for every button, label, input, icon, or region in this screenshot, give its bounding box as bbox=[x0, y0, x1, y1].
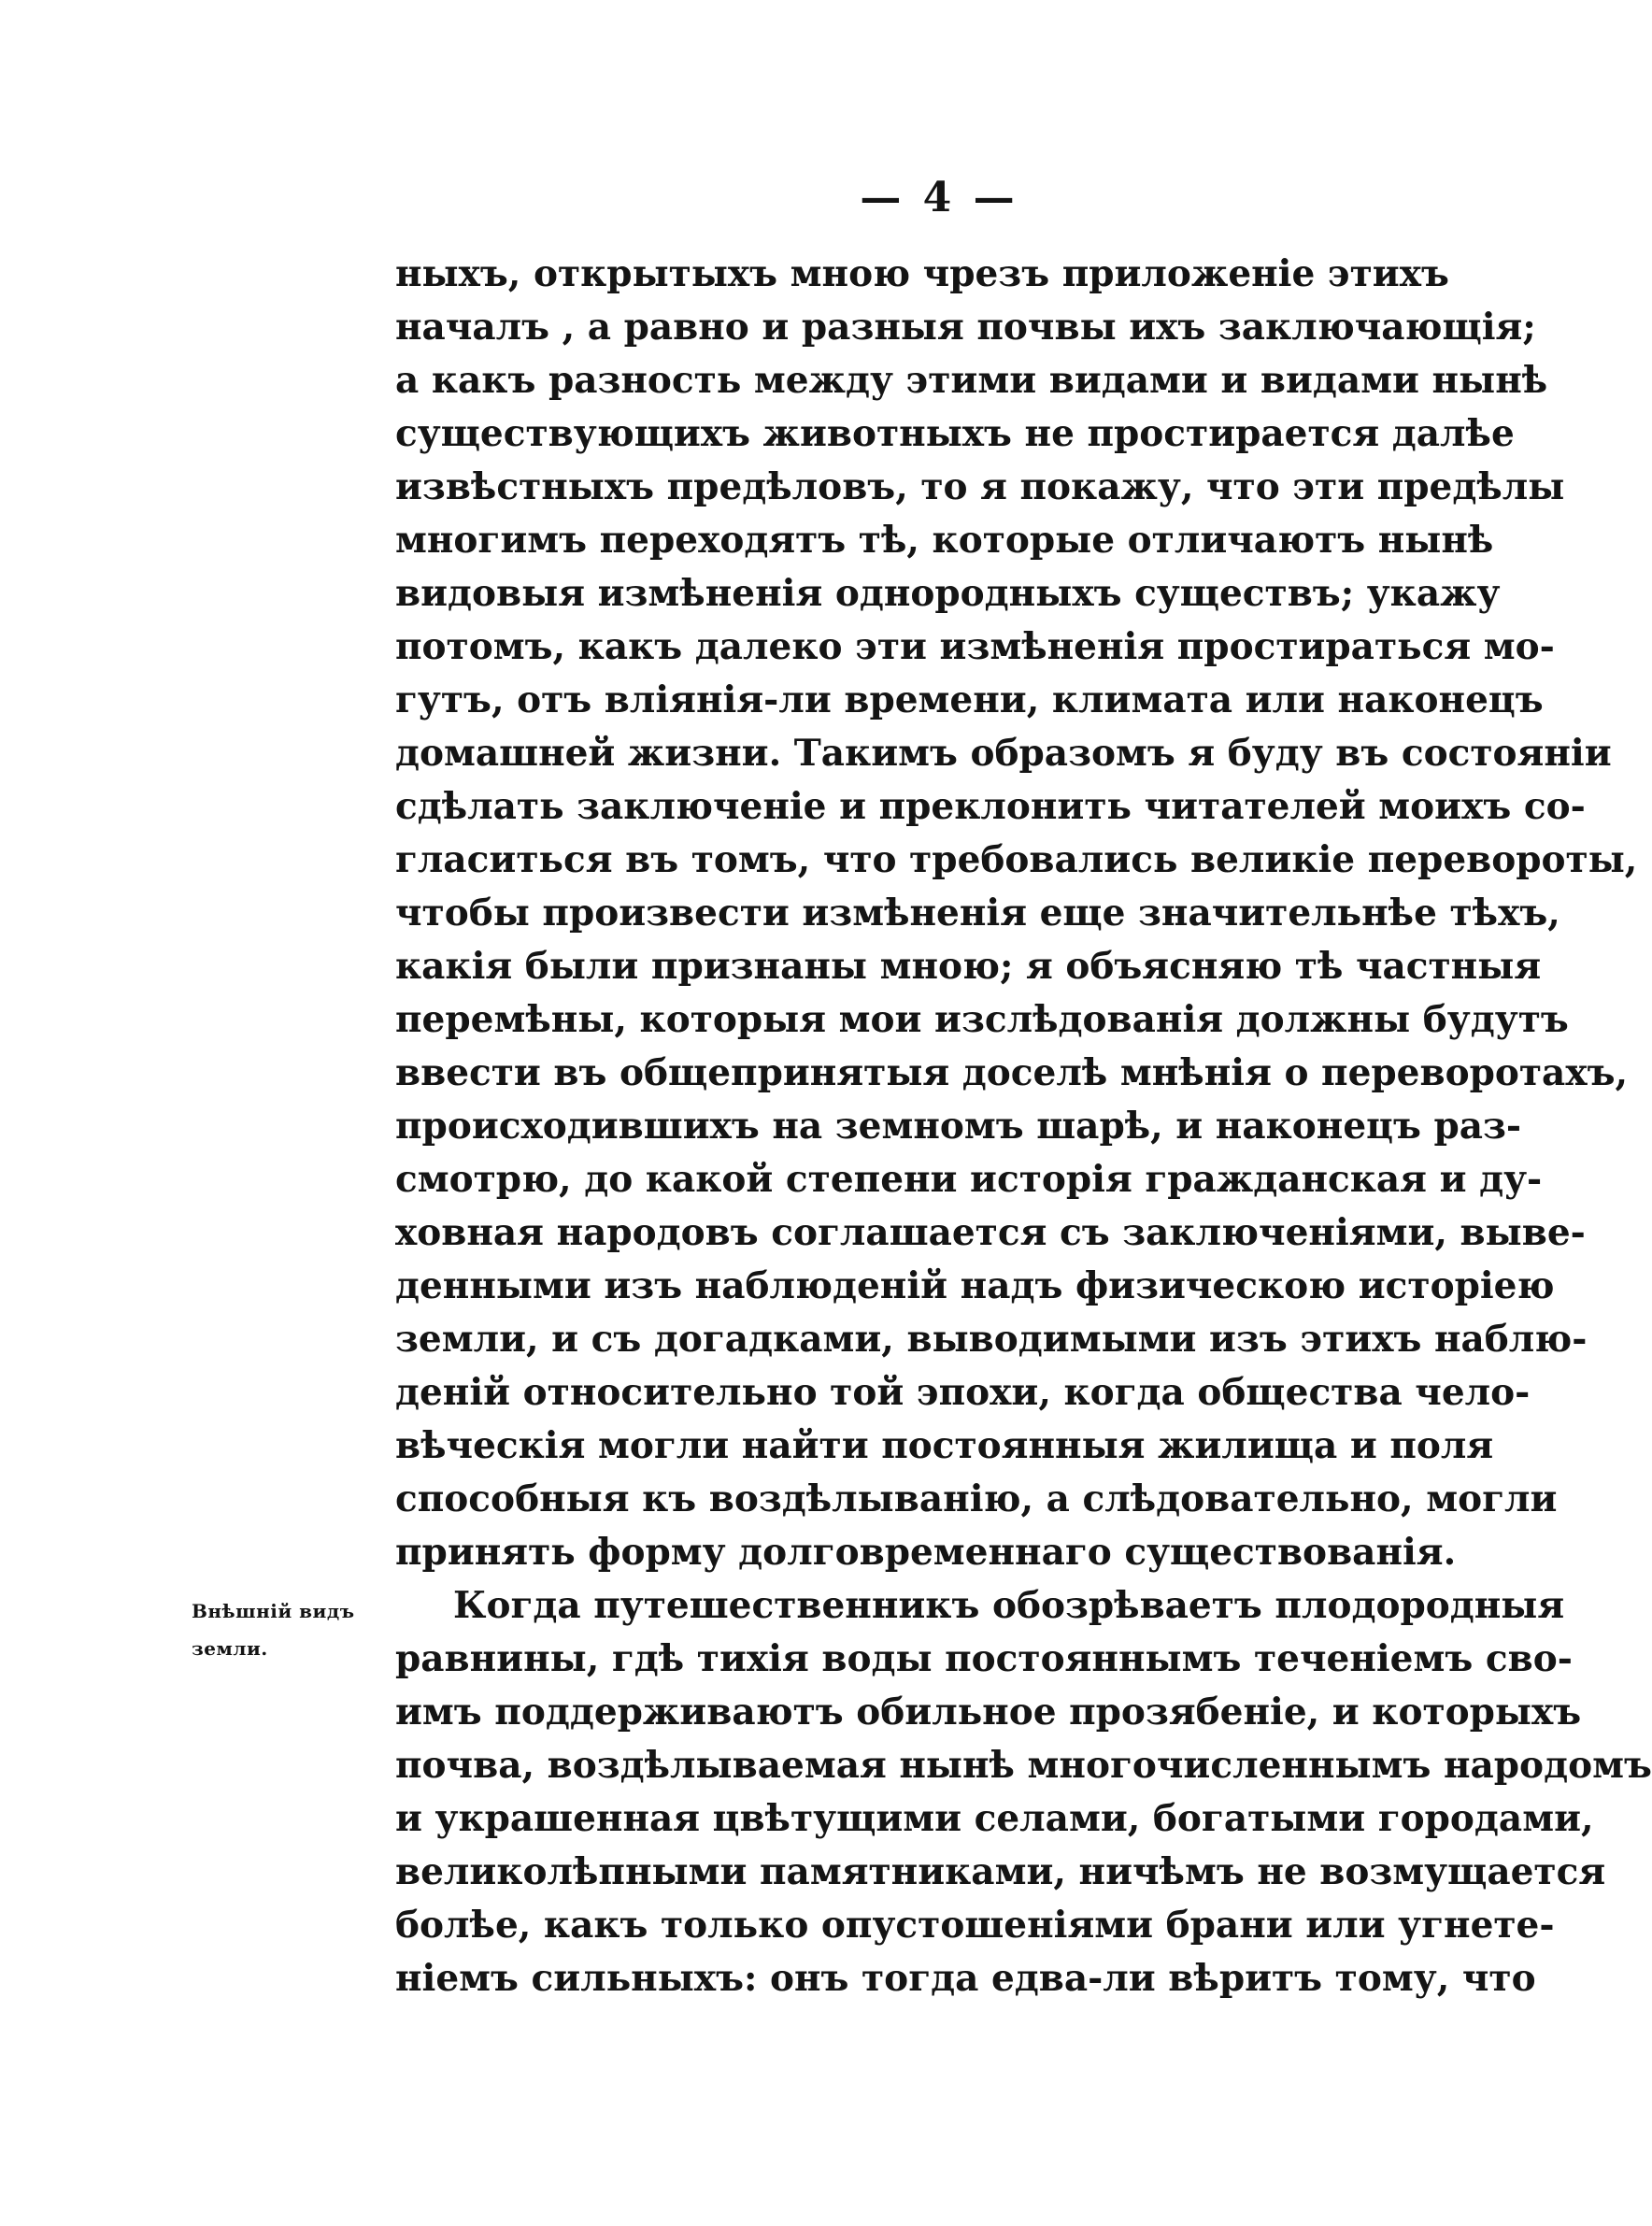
margin-note-line: земли. bbox=[192, 1637, 268, 1660]
text-line: сдѣлать заключеніе и преклонить читателей моихъ со- bbox=[395, 785, 1586, 828]
text-line: чтобы произвести измѣненія еще значительнѣе тѣхъ, bbox=[395, 892, 1560, 935]
text-line: земли, и съ догадками, выводимыми изъ этихъ наблю- bbox=[395, 1318, 1588, 1361]
text-line: происходившихъ на земномъ шарѣ, и наконецъ раз- bbox=[395, 1105, 1522, 1148]
text-line: равнины, гдѣ тихія воды постояннымъ теченіемъ сво- bbox=[395, 1637, 1573, 1680]
text-line: и украшенная цвѣтущими селами, богатыми городами, bbox=[395, 1797, 1594, 1840]
text-line: почва, воздѣлываемая нынѣ многочисленнымъ народомъ bbox=[395, 1744, 1652, 1787]
text-line: деній относительно той эпохи, когда общества чело- bbox=[395, 1371, 1531, 1414]
text-line: извѣстныхъ предѣловъ, то я покажу, что эти предѣлы bbox=[395, 465, 1565, 508]
margin-note bbox=[192, 1592, 388, 1667]
text-line: существующихъ животныхъ не простирается далѣе bbox=[395, 412, 1515, 455]
text-line: великолѣпными памятниками, ничѣмъ не возмущается bbox=[395, 1850, 1606, 1893]
text-line: видовыя измѣненія однородныхъ существъ; укажу bbox=[395, 572, 1501, 615]
text-line: началъ , а равно и разныя почвы ихъ заключающія; bbox=[395, 306, 1536, 349]
text-line: какія были признаны мною; я объясняю тѣ частныя bbox=[395, 945, 1542, 988]
text-line: имъ поддерживаютъ обильное прозябеніе, и которыхъ bbox=[395, 1691, 1582, 1734]
text-line: ныхъ, открытыхъ мною чрезъ приложеніе этихъ bbox=[395, 252, 1449, 295]
text-line: ніемъ сильныхъ: онъ тогда едва-ли вѣритъ тому, что bbox=[395, 1957, 1536, 2000]
text-line: ввести въ общепринятыя доселѣ мнѣнія о переворотахъ, bbox=[395, 1051, 1629, 1094]
text-line: болѣе, какъ только опустошеніями брани или угнете- bbox=[395, 1904, 1555, 1947]
text-line: а какъ разность между этими видами и видами нынѣ bbox=[395, 359, 1548, 402]
body-text bbox=[395, 248, 1652, 2005]
text-line: способныя къ воздѣлыванію, а слѣдовательно, могли bbox=[395, 1477, 1558, 1520]
text-line: домашней жизни. Такимъ образомъ я буду въ состояніи bbox=[395, 732, 1612, 775]
text-line: ховная народовъ соглашается съ заключеніями, выве- bbox=[395, 1211, 1586, 1254]
paragraph-start-line: Когда путешественникъ обозрѣваетъ плодородныя bbox=[453, 1584, 1565, 1627]
text-line: перемѣны, которыя мои изслѣдованія должны будутъ bbox=[395, 998, 1569, 1041]
text-line: многимъ переходятъ тѣ, которые отличаютъ нынѣ bbox=[395, 519, 1494, 562]
margin-note-line: Внѣшній видъ bbox=[192, 1600, 355, 1622]
page-number: — 4 — bbox=[860, 174, 1018, 221]
text-line: денными изъ наблюденій надъ физическою исторіею bbox=[395, 1264, 1555, 1307]
text-line: гласиться въ томъ, что требовались великіе перевороты, bbox=[395, 838, 1638, 881]
text-line: принять форму долговременнаго существованія. bbox=[395, 1531, 1457, 1574]
text-line: потомъ, какъ далеко эти измѣненія простираться мо- bbox=[395, 625, 1555, 668]
text-line: смотрю, до какой степени исторія гражданская и ду- bbox=[395, 1158, 1543, 1201]
text-line: гутъ, отъ вліянія-ли времени, климата или наконецъ bbox=[395, 678, 1544, 721]
text-line: вѣческія могли найти постоянныя жилища и поля bbox=[395, 1424, 1494, 1467]
